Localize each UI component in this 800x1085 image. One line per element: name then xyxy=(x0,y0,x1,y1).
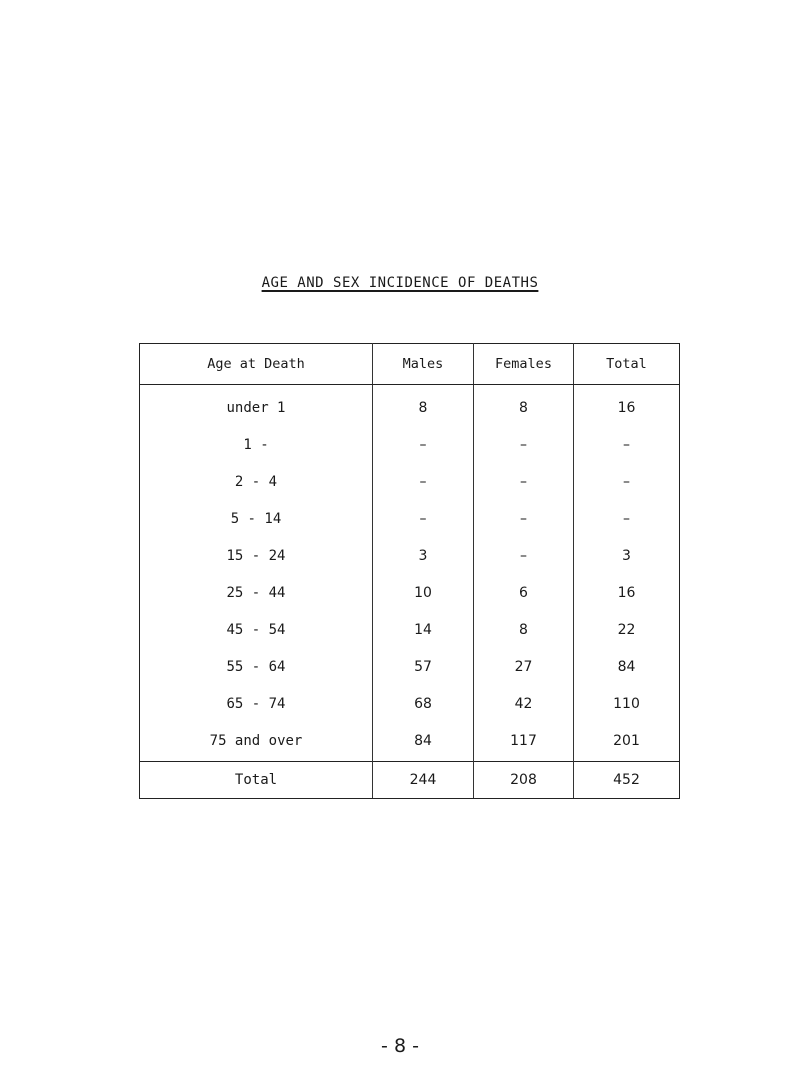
females-cell: 6 xyxy=(474,574,574,611)
age-cell: 25 - 44 xyxy=(140,574,373,611)
table-row xyxy=(140,648,680,685)
males-cell: 68 xyxy=(373,685,474,722)
females-cell: – xyxy=(474,500,574,537)
total-cell: 16 xyxy=(574,574,680,611)
table-row xyxy=(140,611,680,648)
total-cell: 84 xyxy=(574,648,680,685)
table-row xyxy=(140,537,680,574)
column-header-age: Age at Death xyxy=(140,344,373,385)
males-cell: – xyxy=(373,463,474,500)
males-cell: 14 xyxy=(373,611,474,648)
table-row xyxy=(140,463,680,500)
column-header-total: Total xyxy=(574,344,680,385)
total-cell: 201 xyxy=(574,722,680,762)
total-cell: 22 xyxy=(574,611,680,648)
males-cell: 10 xyxy=(373,574,474,611)
females-cell: – xyxy=(474,463,574,500)
total-cell: – xyxy=(574,500,680,537)
males-total-cell: 244 xyxy=(373,762,474,799)
females-cell: 27 xyxy=(474,648,574,685)
table-row xyxy=(140,500,680,537)
grand-total-cell: 452 xyxy=(574,762,680,799)
table-row xyxy=(140,426,680,463)
column-header-females: Females xyxy=(474,344,574,385)
table-row xyxy=(140,722,680,762)
males-cell: 84 xyxy=(373,722,474,762)
total-cell: – xyxy=(574,463,680,500)
age-cell: 5 - 14 xyxy=(140,500,373,537)
deaths-table xyxy=(139,343,680,799)
age-cell: 2 - 4 xyxy=(140,463,373,500)
age-cell: 65 - 74 xyxy=(140,685,373,722)
document-title xyxy=(0,275,800,291)
total-label-cell: Total xyxy=(140,762,373,799)
age-cell: under 1 xyxy=(140,385,373,427)
total-cell: 110 xyxy=(574,685,680,722)
document-title-text: AGE AND SEX INCIDENCE OF DEATHS xyxy=(261,275,539,291)
age-cell: 15 - 24 xyxy=(140,537,373,574)
females-total-cell: 208 xyxy=(474,762,574,799)
females-cell: 8 xyxy=(474,385,574,427)
age-cell: 45 - 54 xyxy=(140,611,373,648)
males-cell: 57 xyxy=(373,648,474,685)
table-row xyxy=(140,385,680,427)
table-header-row xyxy=(140,344,680,385)
males-cell: 8 xyxy=(373,385,474,427)
page-number: - 8 - xyxy=(381,1035,419,1057)
column-header-males: Males xyxy=(373,344,474,385)
females-cell: – xyxy=(474,537,574,574)
age-cell: 55 - 64 xyxy=(140,648,373,685)
males-cell: 3 xyxy=(373,537,474,574)
total-cell: – xyxy=(574,426,680,463)
table-row xyxy=(140,574,680,611)
males-cell: – xyxy=(373,500,474,537)
females-cell: 8 xyxy=(474,611,574,648)
table-total-row xyxy=(140,762,680,799)
females-cell: 42 xyxy=(474,685,574,722)
total-cell: 16 xyxy=(574,385,680,427)
age-cell: 75 and over xyxy=(140,722,373,762)
females-cell: – xyxy=(474,426,574,463)
males-cell: – xyxy=(373,426,474,463)
total-cell: 3 xyxy=(574,537,680,574)
females-cell: 117 xyxy=(474,722,574,762)
table-row xyxy=(140,685,680,722)
age-cell: 1 - xyxy=(140,426,373,463)
